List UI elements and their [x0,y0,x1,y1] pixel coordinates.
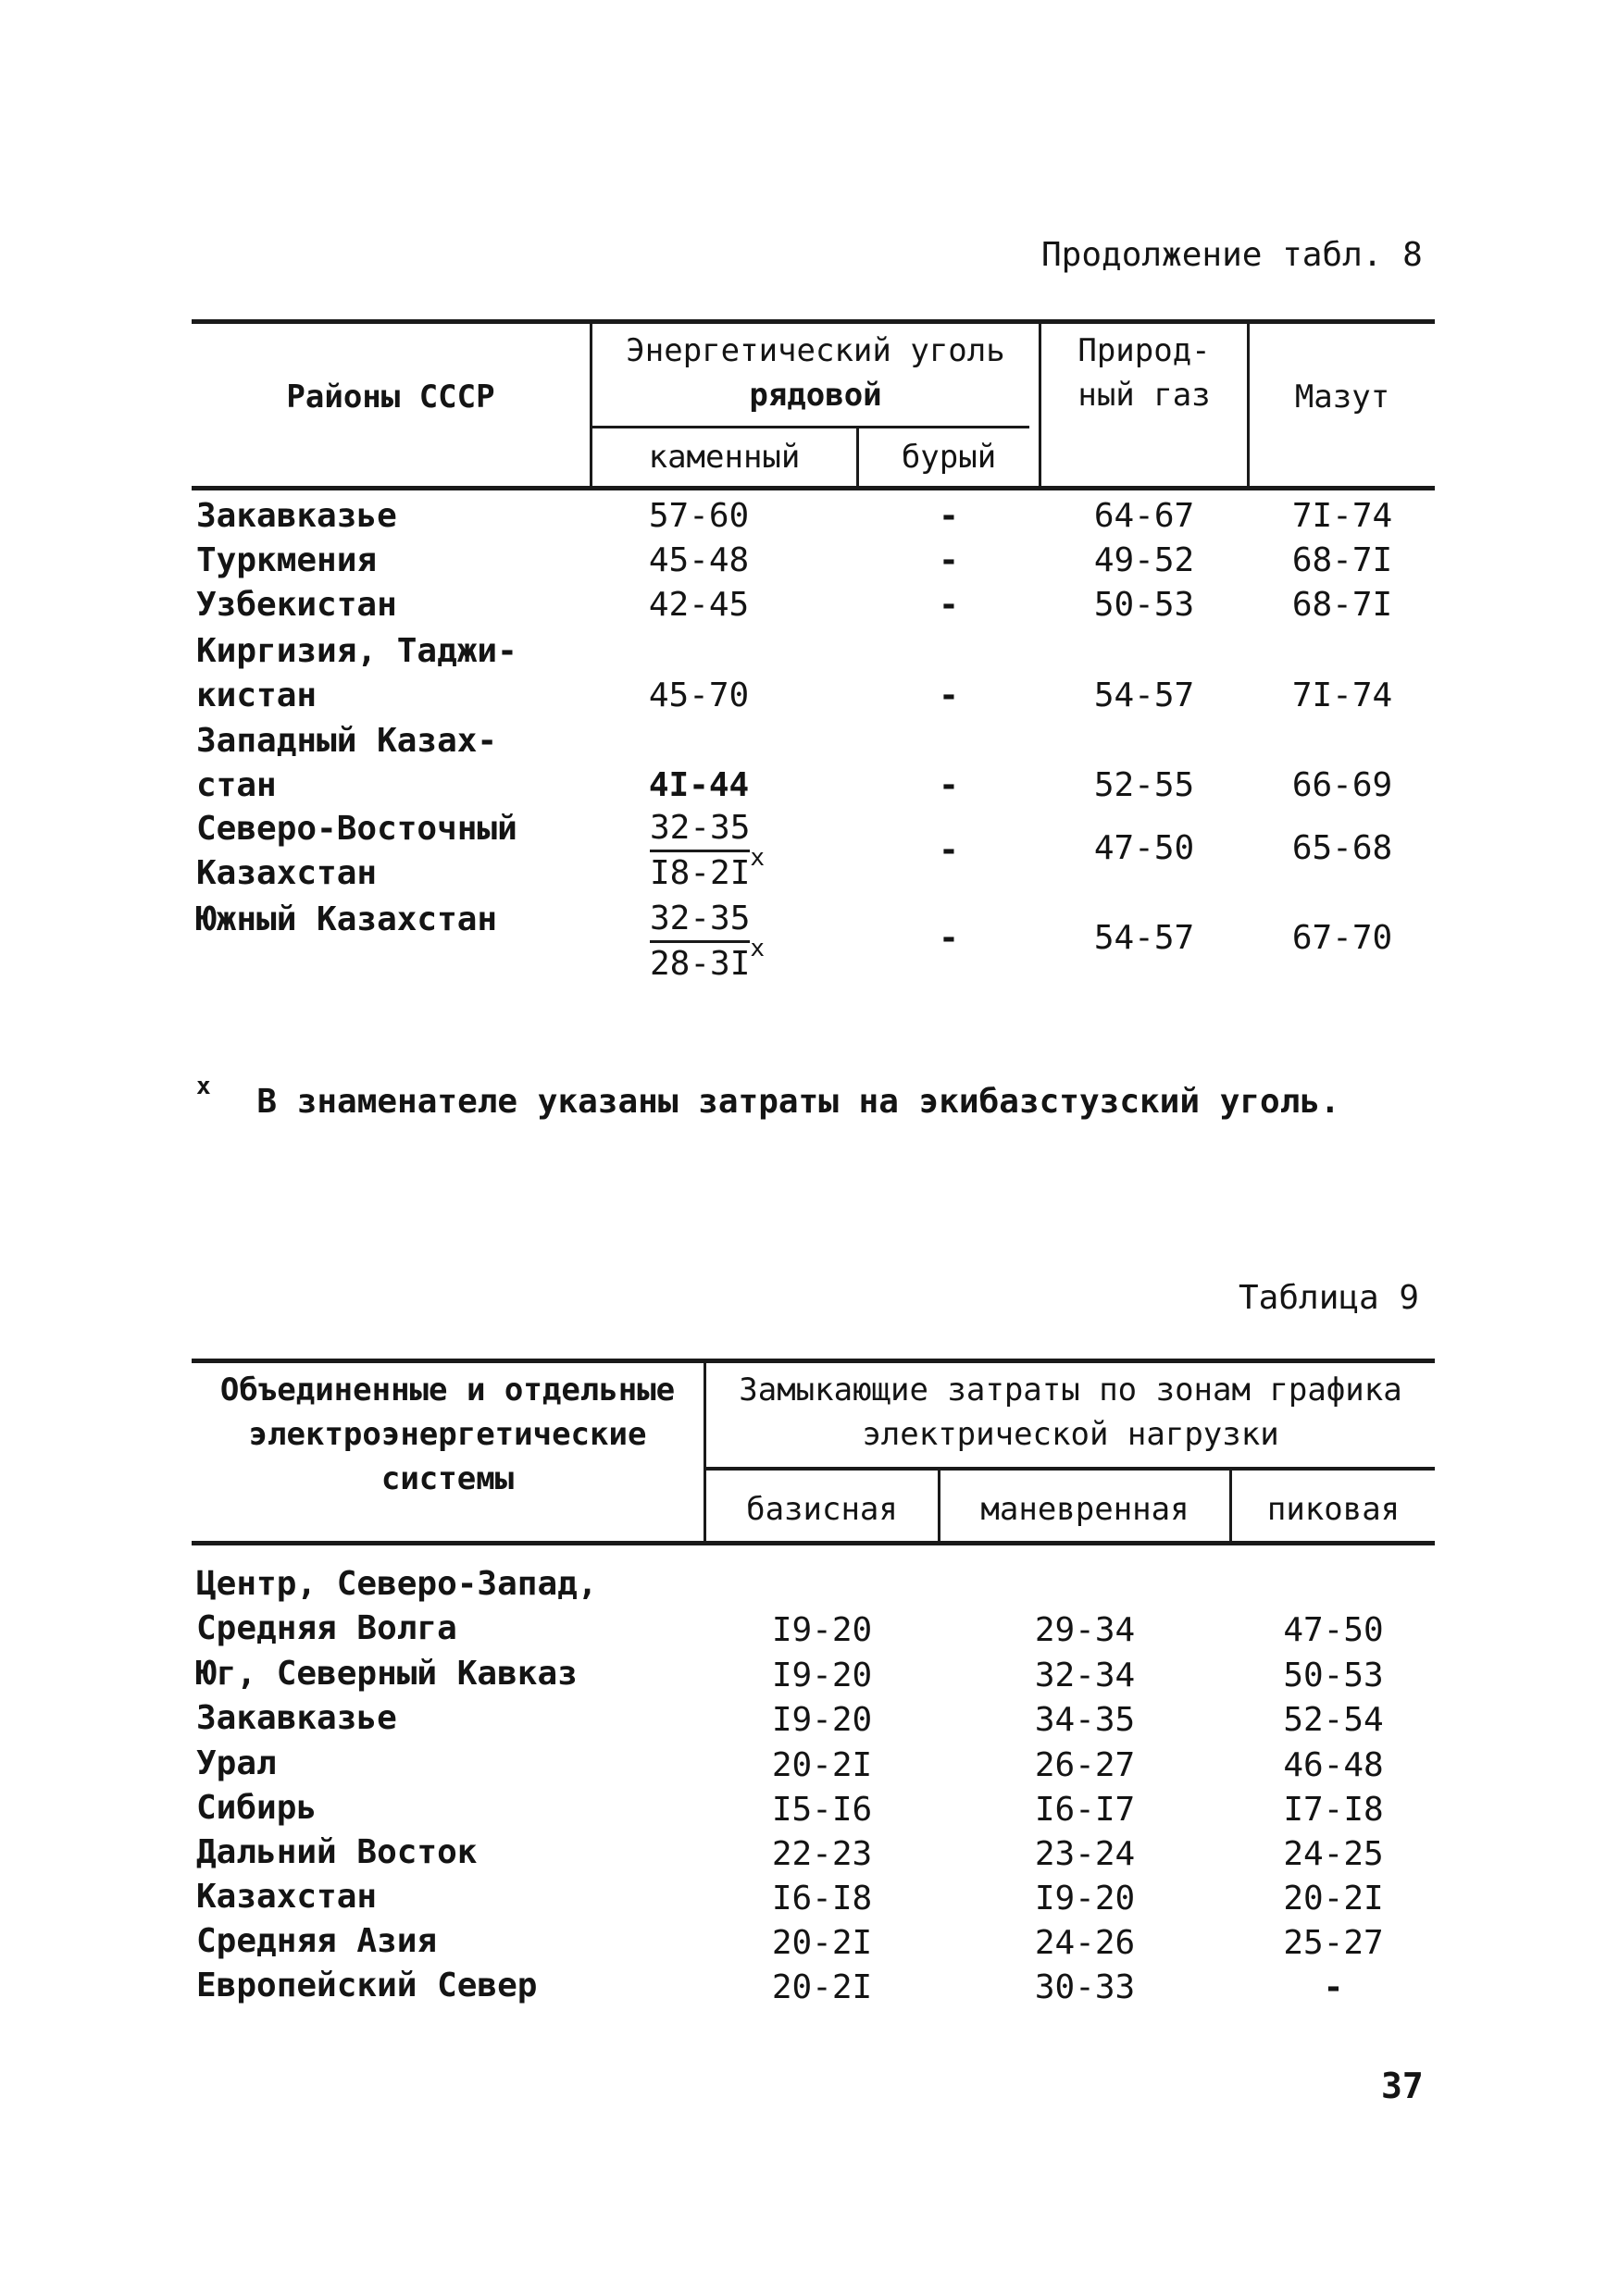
table8-cell-mazut: 65-68 [1291,829,1393,867]
table9-cell-peak: 52-54 [1283,1701,1384,1739]
table9-cell-base: I9-20 [771,1657,873,1694]
table9-header-system-line3: системы [380,1460,515,1497]
table9-cell-peak: 47-50 [1283,1611,1384,1649]
footnote-marker: x [750,844,766,872]
table8-cell-gas: 52-55 [1093,766,1195,804]
table8-header-hard-coal: каменный [648,439,801,476]
table9-subheader-rule [704,1467,1435,1471]
table9-cell-maneuver: 32-34 [1034,1657,1136,1694]
table8-header-gas-line2: ный газ [1077,377,1211,414]
table8-subheader-rule [590,426,1029,428]
table8-cell-mazut: 7I-74 [1291,497,1393,535]
table8-cell-gas: 50-53 [1093,586,1195,624]
table8-cell-brown: - [939,831,959,869]
table9-row-system: Средняя Волга [196,1609,457,1647]
table9-caption: Таблица 9 [1239,1279,1420,1317]
table8-cell-brown: - [939,586,959,624]
table9-cell-maneuver: 29-34 [1034,1611,1136,1649]
table9-cell-maneuver: 23-24 [1034,1835,1136,1873]
table9-cell-maneuver: 30-33 [1034,1968,1136,2006]
table8-row-region: Туркмения [196,541,378,579]
table9-cell-peak: 46-48 [1283,1746,1384,1784]
fraction-denominator: I8-2I [650,854,751,892]
table8-row-region: Киргизия, Таджи- [196,632,517,670]
table9-cell-base: I9-20 [771,1611,873,1649]
table9-cell-peak: I7-I8 [1283,1791,1384,1829]
table9-row-system: Средняя Азия [196,1922,438,1960]
fraction-numerator: 32-35 [650,807,750,852]
table8-header-coal-line2: рядовой [749,377,882,414]
table8-cell-hard: 4I-44 [648,766,750,804]
table9-header-peak: пиковая [1266,1491,1401,1528]
table8-row-region: Закавказье [196,497,397,535]
table8-header-coal-line1: Энергетический уголь [626,332,1005,369]
table9-cell-base: I9-20 [771,1701,873,1739]
table9-cell-maneuver: I6-I7 [1034,1791,1136,1829]
table9-cell-peak: 25-27 [1283,1924,1384,1962]
table9-row-system: Закавказье [196,1699,397,1737]
table8-row-region: Казахстан [196,854,378,892]
table8-cell-mazut: 66-69 [1291,766,1393,804]
table9-cell-maneuver: I9-20 [1034,1880,1136,1917]
table8-cell-brown: - [939,541,959,579]
table9-cell-base: 20-2I [771,1968,873,2006]
fraction-denominator: 28-3I [650,945,751,983]
table9-cell-base: 22-23 [771,1835,873,1873]
table8-cell-hard-fraction [650,807,765,896]
table8-header-gas-line1: Природ- [1077,332,1211,369]
table9-row-system: Юг, Северный Кавказ [196,1655,578,1693]
table8-cell-brown: - [939,497,959,535]
table9-cell-base: I6-I8 [771,1880,873,1917]
table8-row-region: Южный Казахстан [196,900,498,938]
table8-cell-mazut: 67-70 [1291,919,1393,957]
table8-cell-hard: 45-48 [648,541,750,579]
table9-cell-base: 20-2I [771,1746,873,1784]
table9-row-system: Дальний Восток [196,1833,478,1871]
table9-cell-peak: 24-25 [1283,1835,1384,1873]
footnote-marker: x [750,935,766,962]
table9-header-maneuver: маневренная [980,1491,1189,1528]
table8-header-brown-coal: бурый [901,439,997,476]
table8-cell-gas: 54-57 [1093,676,1195,714]
footnote [196,1064,1340,1124]
table9-top-rule [192,1359,1435,1363]
table9-row-system: Центр, Северо-Запад, [196,1565,598,1603]
table8-row-region: Северо-Восточный [196,810,517,848]
table9-header-system-line2: электроэнергетические [248,1416,647,1453]
table9-cell-base: I5-I6 [771,1791,873,1829]
table8-cell-mazut: 68-7I [1291,586,1393,624]
footnote-mark: x [196,1073,211,1100]
table9-header-base: базисная [746,1491,898,1528]
table9-header-bottom-rule [192,1541,1435,1545]
table8-row-region: Узбекистан [196,586,397,624]
table8-cell-gas: 49-52 [1093,541,1195,579]
table9-cell-peak: - [1323,1968,1344,2006]
table9-row-system: Сибирь [196,1789,318,1827]
table9-cell-maneuver: 24-26 [1034,1924,1136,1962]
table9-cell-maneuver: 26-27 [1034,1746,1136,1784]
table8-cell-brown: - [939,676,959,714]
table8-header-mazut: Мазут [1294,379,1390,416]
table8-header-region: Районы СССР [286,379,495,416]
table8-cell-gas: 54-57 [1093,919,1195,957]
fraction-numerator: 32-35 [650,898,750,943]
table8-caption: Продолжение табл. 8 [1041,236,1423,274]
table8-cell-hard: 57-60 [648,497,750,535]
table8-cell-brown: - [939,919,959,957]
table8-cell-mazut: 68-7I [1291,541,1393,579]
footnote-text: В знаменателе указаны затраты на экибазстузский уголь. [256,1083,1340,1121]
table9-cell-maneuver: 34-35 [1034,1701,1136,1739]
table9-cell-peak: 20-2I [1283,1880,1384,1917]
page-number: 37 [1381,2066,1424,2106]
table9-row-system: Урал [196,1744,277,1782]
table8-cell-hard: 45-70 [648,676,750,714]
table9-row-system: Казахстан [196,1878,378,1916]
table8-row-region: кистан [196,676,318,714]
table9-cell-base: 20-2I [771,1924,873,1962]
table8-cell-mazut: 7I-74 [1291,676,1393,714]
table8-cell-hard: 42-45 [648,586,750,624]
table9-row-system: Европейский Север [196,1967,538,2004]
table8-row-region: Западный Казах- [196,722,498,760]
table8-row-region: стан [196,766,277,804]
table8-cell-gas: 64-67 [1093,497,1195,535]
table9-cell-peak: 50-53 [1283,1657,1384,1694]
table9-header-system-line1: Объединенные и отдельные [219,1371,676,1409]
table8-cell-hard-fraction [650,898,765,987]
table8-cell-brown: - [939,766,959,804]
table9-header-group-line2: электрической нагрузки [862,1416,1279,1453]
table8-cell-gas: 47-50 [1093,829,1195,867]
table9-header-group-line1: Замыкающие затраты по зонам графика [739,1371,1402,1409]
